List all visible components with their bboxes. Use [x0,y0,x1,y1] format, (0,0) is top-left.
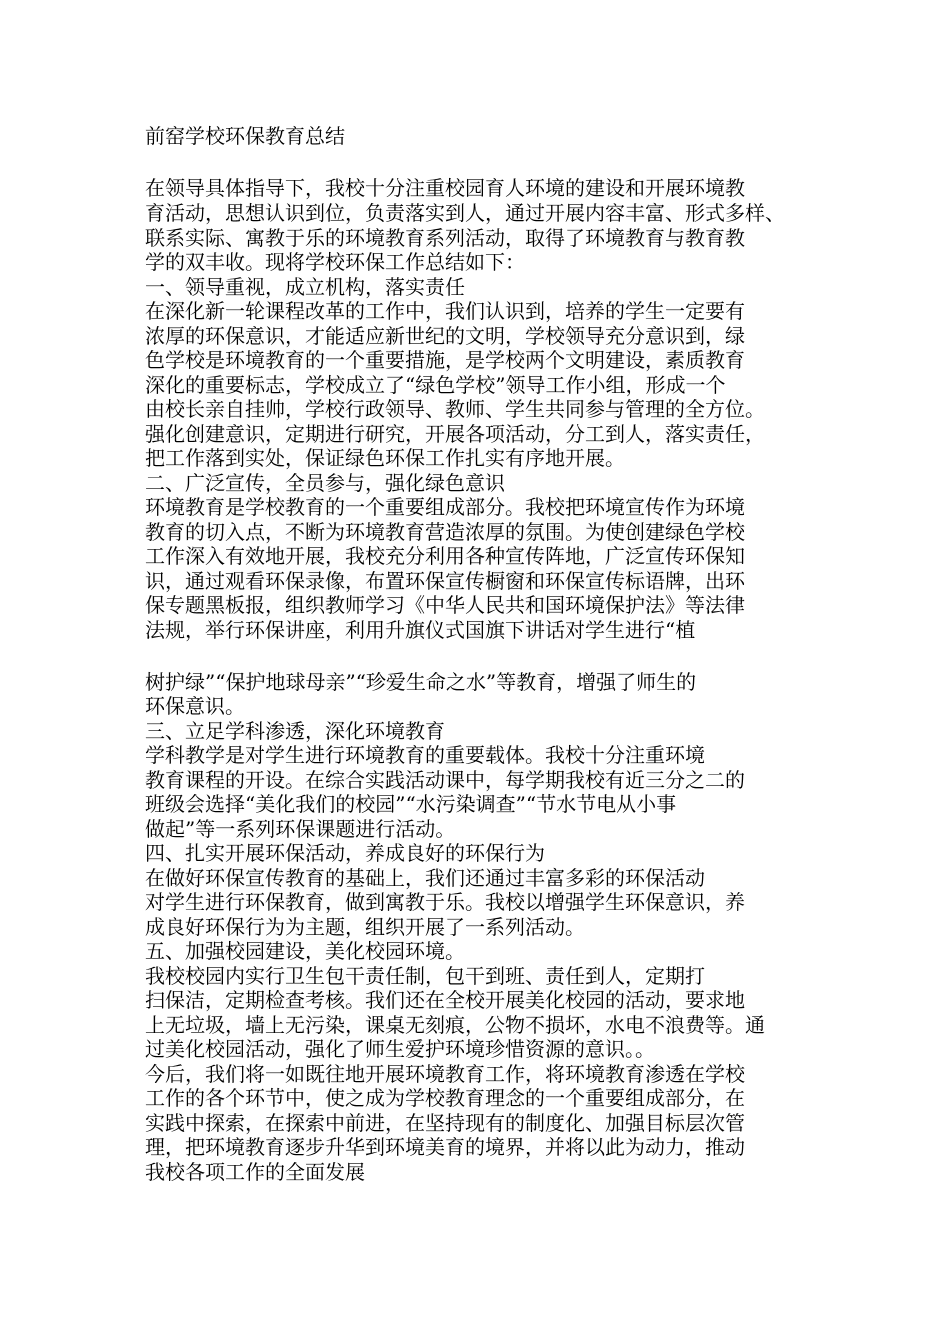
body-line: 环保意识。 [145,694,245,718]
body-line: 工作的各个环节中，使之成为学校教育理念的一个重要组成部分，在 [145,1086,745,1110]
body-line: 教育课程的开设。在综合实践活动课中，每学期我校有近三分之二的 [145,768,745,792]
body-line: 识，通过观看环保录像，布置环保宣传橱窗和环保宣传标语牌，出环 [145,569,745,593]
body-line: 环境教育是学校教育的一个重要组成部分。我校把环境宣传作为环境 [145,495,745,519]
body-line: 深化的重要标志，学校成立了“绿色学校”领导工作小组，形成一个 [145,373,726,397]
body-line: 联系实际、寓教于乐的环境教育系列活动，取得了环境教育与教育教 [145,226,745,250]
body-line: 对学生进行环保教育，做到寓教于乐。我校以增强学生环保意识，养 [145,890,745,914]
body-line: 班级会选择“美化我们的校园”“水污染调查”“节水节电从小事 [145,792,677,816]
body-line: 强化创建意识，定期进行研究，开展各项活动，分工到人，落实责任， [145,422,765,446]
body-line: 二、广泛宣传，全员参与，强化绿色意识 [145,471,505,495]
body-line: 保专题黑板报，组织教师学习《中华人民共和国环境保护法》等法律 [145,593,745,617]
body-line: 三、立足学科渗透，深化环境教育 [145,719,445,743]
body-line: 浓厚的环保意识，才能适应新世纪的文明，学校领导充分意识到，绿 [145,324,745,348]
document-title: 前窑学校环保教育总结 [145,124,345,148]
body-line: 一、领导重视，成立机构，落实责任 [145,275,465,299]
body-line: 实践中探索，在探索中前进，在坚持现有的制度化、加强目标层次管 [145,1111,745,1135]
body-line: 过美化校园活动，强化了师生爱护环境珍惜资源的意识。。 [145,1037,655,1061]
body-line: 今后，我们将一如既往地开展环境教育工作，将环境教育渗透在学校 [145,1062,745,1086]
body-line: 扫保洁，定期检查考核。我们还在全校开展美化校园的活动，要求地 [145,988,745,1012]
body-line: 四、扎实开展环保活动，养成良好的环保行为 [145,841,545,865]
body-line: 五、加强校园建设，美化校园环境。 [145,939,465,963]
body-line: 工作深入有效地开展，我校充分利用各种宣传阵地，广泛宣传环保知 [145,544,745,568]
body-line: 育活动，思想认识到位，负责落实到人，通过开展内容丰富、形式多样、 [145,201,785,225]
body-line: 把工作落到实处，保证绿色环保工作扎实有序地开展。 [145,446,625,470]
body-line: 由校长亲自挂帅，学校行政领导、教师、学生共同参与管理的全方位。 [145,397,765,421]
body-line: 在做好环保宣传教育的基础上，我们还通过丰富多彩的环保活动 [145,866,705,890]
body-line: 做起”等一系列环保课题进行活动。 [145,817,456,841]
body-line: 在深化新一轮课程改革的工作中，我们认识到，培养的学生一定要有 [145,299,745,323]
body-line: 法规，举行环保讲座，利用升旗仪式国旗下讲话对学生进行“植 [145,618,696,642]
body-line: 成良好环保行为为主题，组织开展了一系列活动。 [145,915,585,939]
body-line: 理，把环境教育逐步升华到环境美育的境界，并将以此为动力，推动 [145,1135,745,1159]
body-line: 教育的切入点，不断为环境教育营造浓厚的氛围。为使创建绿色学校 [145,520,745,544]
body-line: 在领导具体指导下，我校十分注重校园育人环境的建设和开展环境教 [145,176,745,200]
body-line: 上无垃圾，墙上无污染，课桌无刻痕，公物不损坏，水电不浪费等。通 [145,1013,765,1037]
body-line: 学科教学是对学生进行环境教育的重要载体。我校十分注重环境 [145,743,705,767]
body-line: 树护绿”“保护地球母亲”“珍爱生命之水”等教育，增强了师生的 [145,670,697,694]
body-line: 学的双丰收。现将学校环保工作总结如下： [145,250,525,274]
body-line: 色学校是环境教育的一个重要措施，是学校两个文明建设，素质教育 [145,348,745,372]
body-line: 我校校园内实行卫生包干责任制，包干到班、责任到人，定期打 [145,964,705,988]
body-line: 我校各项工作的全面发展 [145,1160,365,1184]
